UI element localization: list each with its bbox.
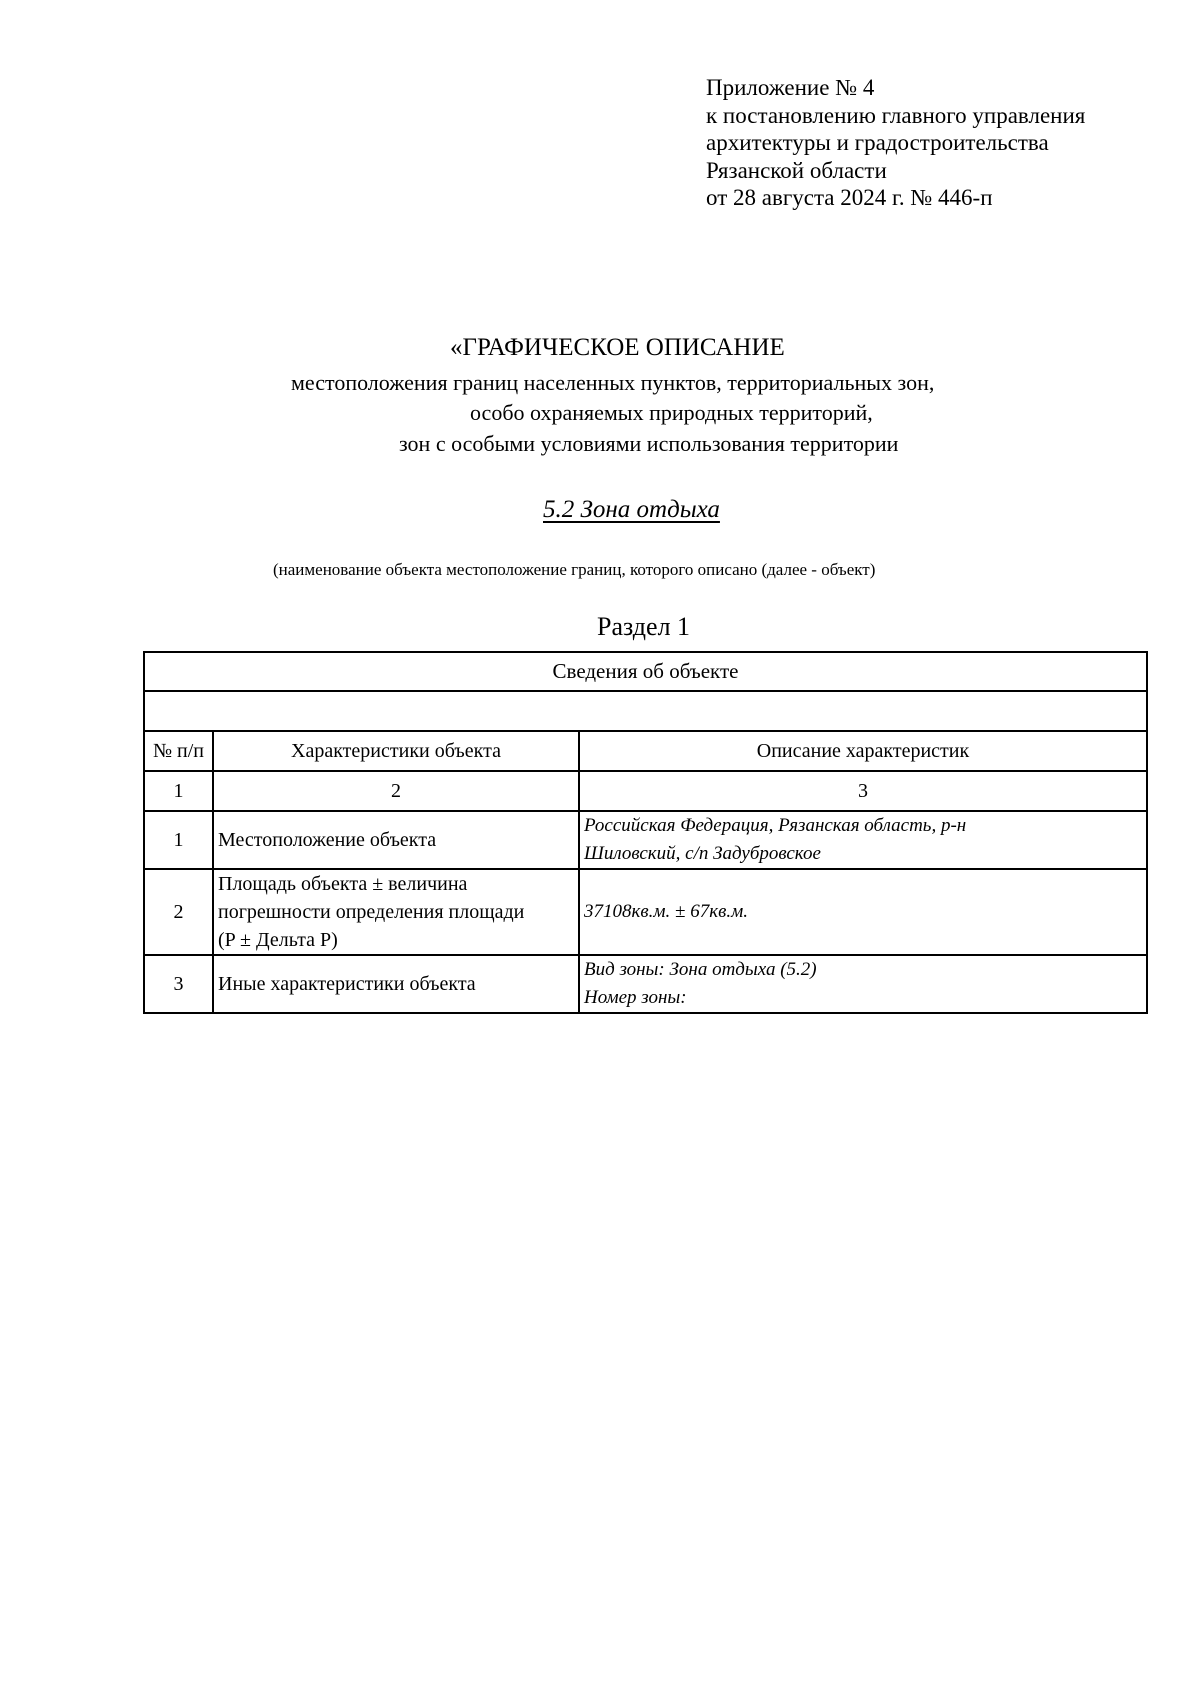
table-column-numbers-row [144,771,1147,811]
document-title: «ГРАФИЧЕСКОЕ ОПИСАНИЕ [450,334,785,361]
characteristic-line: Площадь объекта ± величина [218,873,468,895]
table-row [144,869,1147,955]
row-number: 1 [144,811,213,869]
appendix-line: от 28 августа 2024 г. № 446-п [706,185,993,210]
characteristic-line: погрешности определения площади [218,901,525,923]
row-characteristic [213,869,579,955]
appendix-line: Приложение № 4 [706,75,875,100]
table-empty-row [144,691,1147,731]
column-number: 3 [579,771,1147,811]
header-characteristic: Характеристики объекта [213,731,579,771]
header-description: Описание характеристик [579,731,1147,771]
description-line: Шиловский, с/п Задубровское [584,843,821,864]
table-caption-row [144,652,1147,691]
header-number: № п/п [144,731,213,771]
column-number: 1 [144,771,213,811]
table-caption: Сведения об объекте [144,652,1147,691]
appendix-line: Рязанской области [706,157,887,183]
table-header-row [144,731,1147,771]
table-empty-cell [144,691,1147,731]
row-characteristic: Местоположение объекта [213,811,579,869]
description-line: Вид зоны: Зона отдыха (5.2) [584,959,817,980]
table-row [144,811,1147,869]
row-description [579,811,1147,869]
row-number: 2 [144,869,213,955]
description-line: Российская Федерация, Рязанская область, р-н [584,815,967,836]
row-number: 3 [144,955,213,1013]
document-subtitle-line: зон с особыми условиями использования территории [399,431,899,456]
document-subtitle-line: особо охраняемых природных территорий, [470,400,873,425]
description-line: Номер зоны: [584,987,687,1008]
row-characteristic: Иные характеристики объекта [213,955,579,1013]
section-title: Раздел 1 [597,612,691,641]
column-number: 2 [213,771,579,811]
row-description [579,955,1147,1013]
object-name: 5.2 Зона отдыха [543,496,720,523]
table-row [144,955,1147,1013]
document-subtitle-line: местоположения границ населенных пунктов, территориальных зон, [291,370,935,395]
appendix-block [706,74,1085,212]
characteristic-line: (P ± Дельта P) [218,929,338,951]
appendix-line: к постановлению главного управления [706,102,1086,128]
object-name-caption: (наименование объекта местоположение границ, которого описано (далее - объект) [273,560,876,579]
object-info-table [143,651,1148,1014]
appendix-line: архитектуры и градостроительства [706,130,1049,155]
row-description: 37108кв.м. ± 67кв.м. [579,869,1147,955]
